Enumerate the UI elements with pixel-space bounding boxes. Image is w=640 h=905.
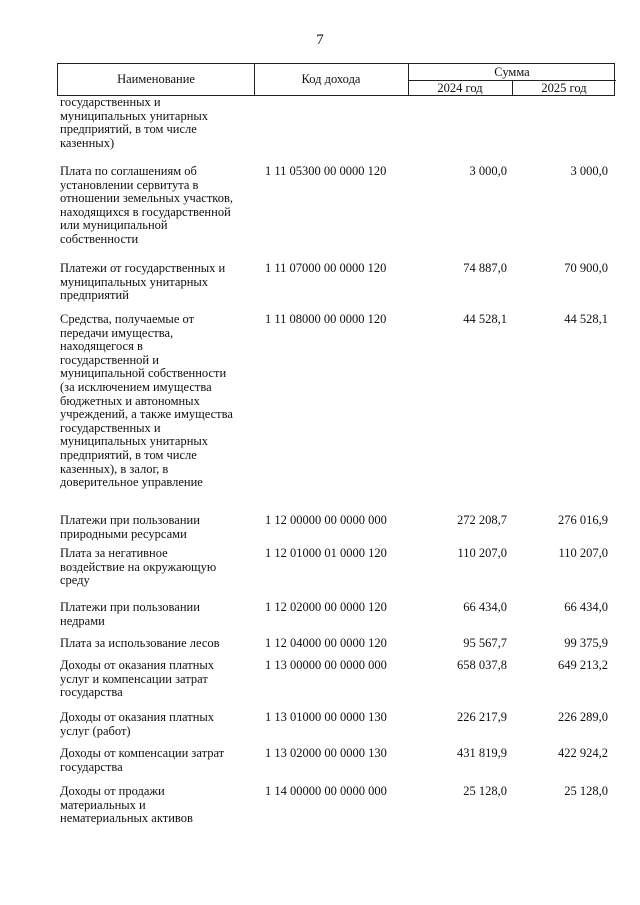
row-name-line: Доходы от оказания платных <box>60 658 215 672</box>
row-value-2025: 99 375,9 <box>564 636 608 650</box>
row-name-line: Доходы от продажи <box>60 784 165 798</box>
row-value-2025: 226 289,0 <box>558 710 608 724</box>
row-value-2025: 422 924,2 <box>558 746 608 760</box>
row-name-line: Плата за использование лесов <box>60 636 220 650</box>
row-name-line: муниципальных унитарных <box>60 274 209 289</box>
row-name-line: предприятий, в том числе <box>60 447 197 462</box>
row-name-line: услуг (работ) <box>60 723 131 738</box>
row-name-line: услуг и компенсации затрат <box>60 671 208 686</box>
row-name-line: среду <box>60 573 90 588</box>
row-name-line: недрами <box>60 613 105 628</box>
page-number: 7 <box>316 32 324 48</box>
column-header-sum: Сумма <box>494 65 530 79</box>
row-name <box>60 96 248 150</box>
row-value-2024: 658 037,8 <box>457 658 507 672</box>
column-header-code: Код дохода <box>301 72 361 86</box>
row-name-line: Плата за негативное <box>60 546 168 560</box>
row-name-line: казенных) <box>60 135 115 150</box>
column-header-name: Наименование <box>117 72 195 86</box>
row-name-line: нематериальных активов <box>60 811 193 826</box>
row-value-2025: 276 016,9 <box>558 513 608 527</box>
row-code: 1 12 01000 01 0000 120 <box>265 546 387 560</box>
row-name-line: воздействие на окружающую <box>60 559 217 574</box>
row-name <box>60 601 248 628</box>
row-value-2024: 431 819,9 <box>457 746 507 760</box>
row-name <box>60 514 248 541</box>
row-name-line: бюджетных и автономных <box>60 393 200 408</box>
row-name-line: Средства, получаемые от <box>60 312 195 326</box>
row-name-line: доверительное управление <box>60 475 203 490</box>
row-name-line: государственной и <box>60 352 159 367</box>
row-value-2024: 66 434,0 <box>463 600 507 614</box>
row-name <box>60 785 248 826</box>
row-value-2024: 110 207,0 <box>457 546 507 560</box>
row-value-2025: 44 528,1 <box>564 312 608 326</box>
row-name <box>60 747 248 774</box>
column-header-year-2025: 2025 год <box>541 81 587 95</box>
row-name <box>60 547 248 588</box>
row-code: 1 13 00000 00 0000 000 <box>265 658 387 672</box>
row-value-2024: 226 217,9 <box>457 710 507 724</box>
row-name-line: находящихся в государственной <box>60 204 231 219</box>
row-value-2024: 3 000,0 <box>469 164 507 178</box>
row-name <box>60 711 248 738</box>
row-code: 1 13 02000 00 0000 130 <box>265 746 387 760</box>
row-name-line: материальных и <box>60 797 146 812</box>
row-code: 1 12 04000 00 0000 120 <box>265 636 387 650</box>
row-name-line: предприятий <box>60 288 129 303</box>
row-name <box>60 262 248 303</box>
row-name <box>60 165 248 247</box>
row-name <box>60 637 248 651</box>
row-name-line: предприятий, в том числе <box>60 122 197 137</box>
row-code: 1 11 08000 00 0000 120 <box>265 312 387 326</box>
row-name-line: или муниципальной <box>60 218 168 233</box>
row-name-line: Плата по соглашениям об <box>60 164 197 178</box>
row-code: 1 11 07000 00 0000 120 <box>265 261 387 275</box>
row-name-line: установлении сервитута в <box>60 177 199 192</box>
row-value-2025: 66 434,0 <box>564 600 608 614</box>
row-value-2024: 95 567,7 <box>463 636 507 650</box>
row-name-line: передачи имущества, <box>60 325 174 340</box>
row-name-line: Платежи при пользовании <box>60 513 200 527</box>
row-value-2025: 110 207,0 <box>558 546 608 560</box>
column-header-year-2024: 2024 год <box>437 81 483 95</box>
row-name-line: муниципальных унитарных <box>60 108 209 123</box>
row-value-2025: 649 213,2 <box>558 658 608 672</box>
row-name-line: находящегося в <box>60 339 143 354</box>
row-value-2024: 74 887,0 <box>463 261 507 275</box>
row-name-line: государственных и <box>60 420 161 435</box>
row-name <box>60 659 248 700</box>
row-name-line: муниципальной собственности <box>60 366 227 381</box>
row-value-2024: 272 208,7 <box>457 513 507 527</box>
row-name-line: государственных и <box>60 95 161 109</box>
row-name-line: государства <box>60 685 123 700</box>
row-value-2024: 44 528,1 <box>463 312 507 326</box>
row-name-line: собственности <box>60 231 139 246</box>
row-name-line: государства <box>60 759 123 774</box>
row-name-line: (за исключением имущества <box>60 379 212 394</box>
row-name <box>60 313 248 490</box>
row-value-2025: 70 900,0 <box>564 261 608 275</box>
row-value-2024: 25 128,0 <box>463 784 507 798</box>
row-name-line: Доходы от оказания платных <box>60 710 215 724</box>
row-code: 1 14 00000 00 0000 000 <box>265 784 387 798</box>
row-name-line: Доходы от компенсации затрат <box>60 746 225 760</box>
row-name-line: отношении земельных участков, <box>60 191 234 206</box>
row-code: 1 13 01000 00 0000 130 <box>265 710 387 724</box>
row-name-line: Платежи при пользовании <box>60 600 200 614</box>
row-name-line: Платежи от государственных и <box>60 261 226 275</box>
row-code: 1 12 02000 00 0000 120 <box>265 600 387 614</box>
row-value-2025: 25 128,0 <box>564 784 608 798</box>
row-value-2025: 3 000,0 <box>570 164 608 178</box>
row-name-line: муниципальных унитарных <box>60 434 209 449</box>
table-header <box>57 63 615 96</box>
row-name-line: казенных), в залог, в <box>60 461 169 476</box>
row-name-line: природными ресурсами <box>60 526 187 541</box>
row-code: 1 12 00000 00 0000 000 <box>265 513 387 527</box>
row-code: 1 11 05300 00 0000 120 <box>265 164 387 178</box>
row-name-line: учреждений, а также имущества <box>60 407 233 422</box>
